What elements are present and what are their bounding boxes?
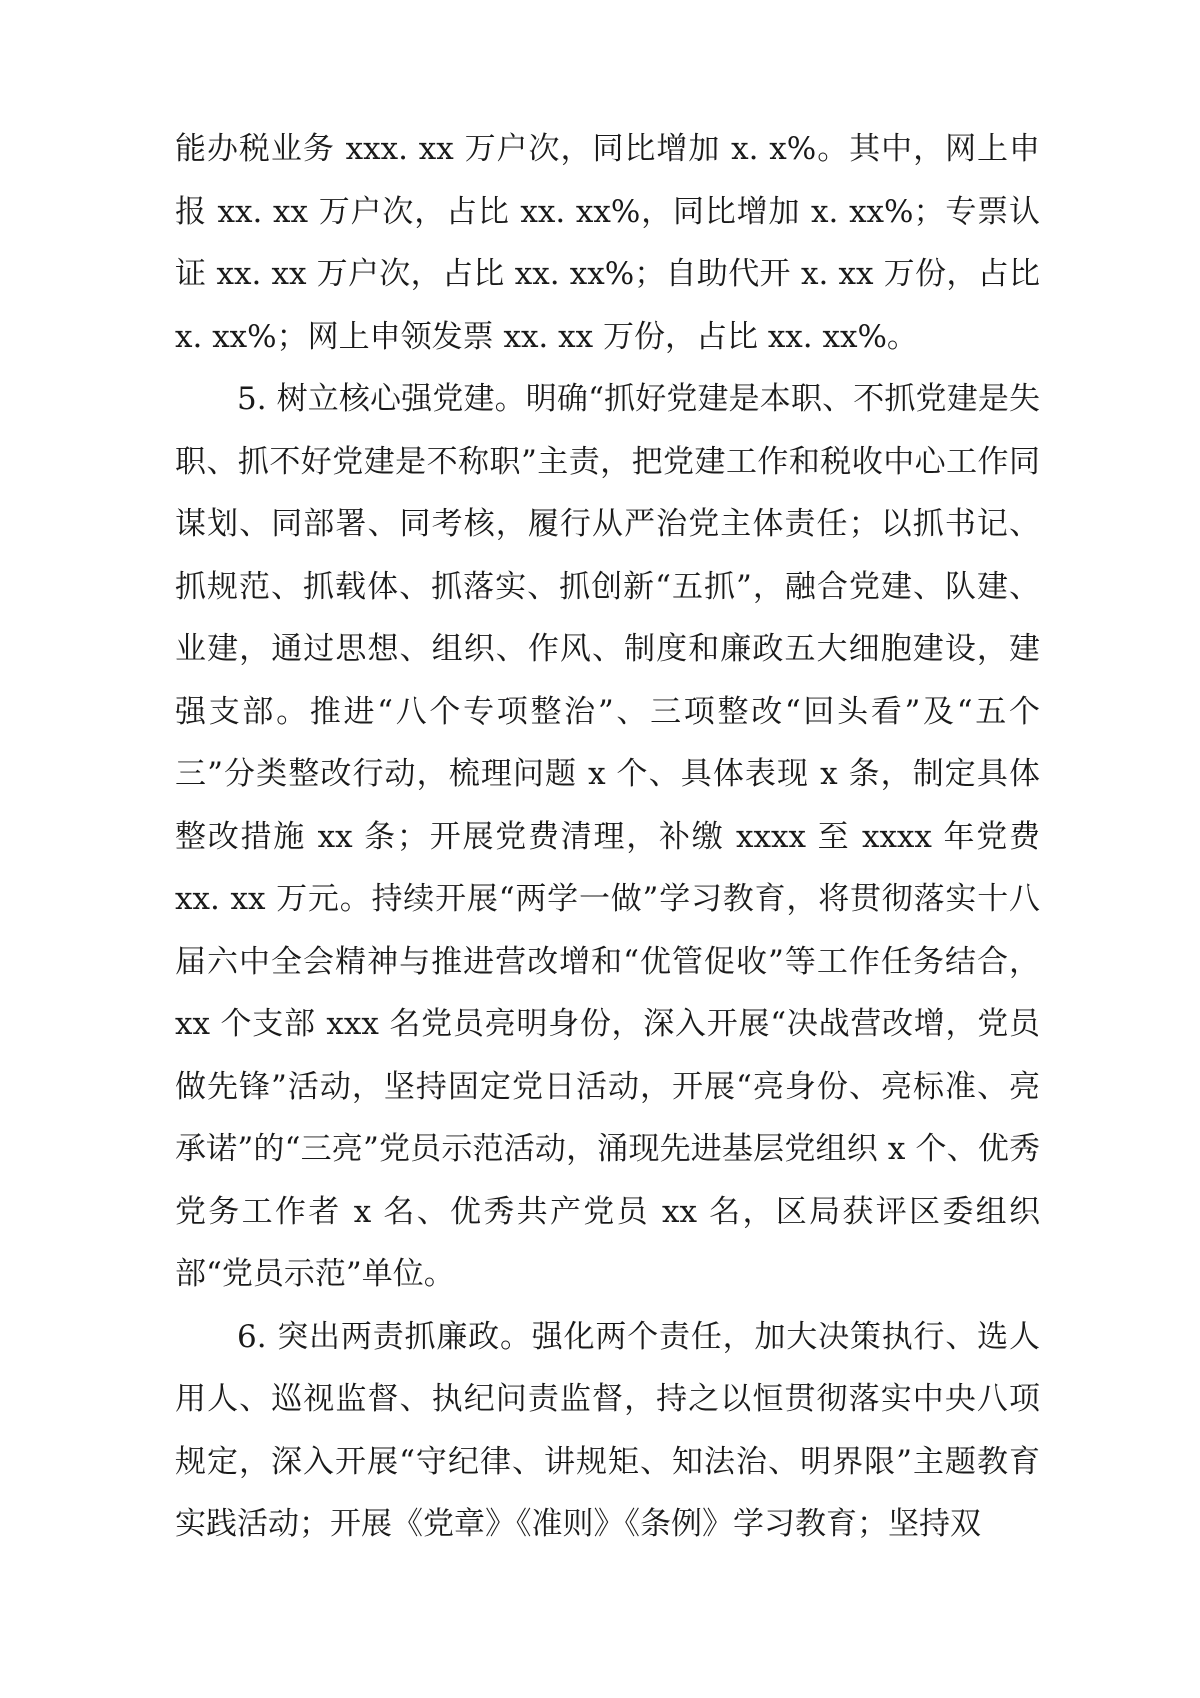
paragraph-continuation: 能办税业务 xxx. xx 万户次，同比增加 x. x%。其中，网上申报 xx. xx 万户次，占比 xx. xx%，同比增加 x. xx%；专票认证 xx. xx 万户次，占比 xx. xx%；自助代开 x. xx 万份，占比 x. xx%；网上申领发票 xx. xx 万份，占比 xx. xx%。 [175, 131, 1040, 355]
document-body [175, 118, 1040, 1556]
paragraph-item-6: 6. 突出两责抓廉政。强化两个责任，加大决策执行、选人用人、巡视监督、执纪问责监督，持之以恒贯彻落实中央八项规定，深入开展“守纪律、讲规矩、知法治、明界限”主题教育实践活动；开展《党章》《准则》《条例》学习教育；坚持双 [175, 1318, 1040, 1542]
paragraph-item-5: 5. 树立核心强党建。明确“抓好党建是本职、不抓党建是失职、抓不好党建是不称职”主责，把党建工作和税收中心工作同谋划、同部署、同考核，履行从严治党主体责任；以抓书记、抓规范、抓载体、抓落实、抓创新“五抓”，融合党建、队建、业建，通过思想、组织、作风、制度和廉政五大细胞建设，建强支部。推进“八个专项整治”、三项整改“回头看”及“五个三”分类整改行动，梳理问题 x 个、具体表现 x 条，制定具体整改措施 xx 条；开展党费清理，补缴 xxxx 至 xxxx 年党费 xx. xx 万元。持续开展“两学一做”学习教育，将贯彻落实十八届六中全会精神与推进营改增和“优管促收”等工作任务结合，xx 个支部 xxx 名党员亮明身份，深入开展“决战营改增，党员做先锋”活动，坚持固定党日活动，开展“亮身份、亮标准、亮承诺”的“三亮”党员示范活动，涌现先进基层党组织 x 个、优秀党务工作者 x 名、优秀共产党员 xx 名，区局获评区委组织部“党员示范”单位。 [175, 381, 1040, 1292]
